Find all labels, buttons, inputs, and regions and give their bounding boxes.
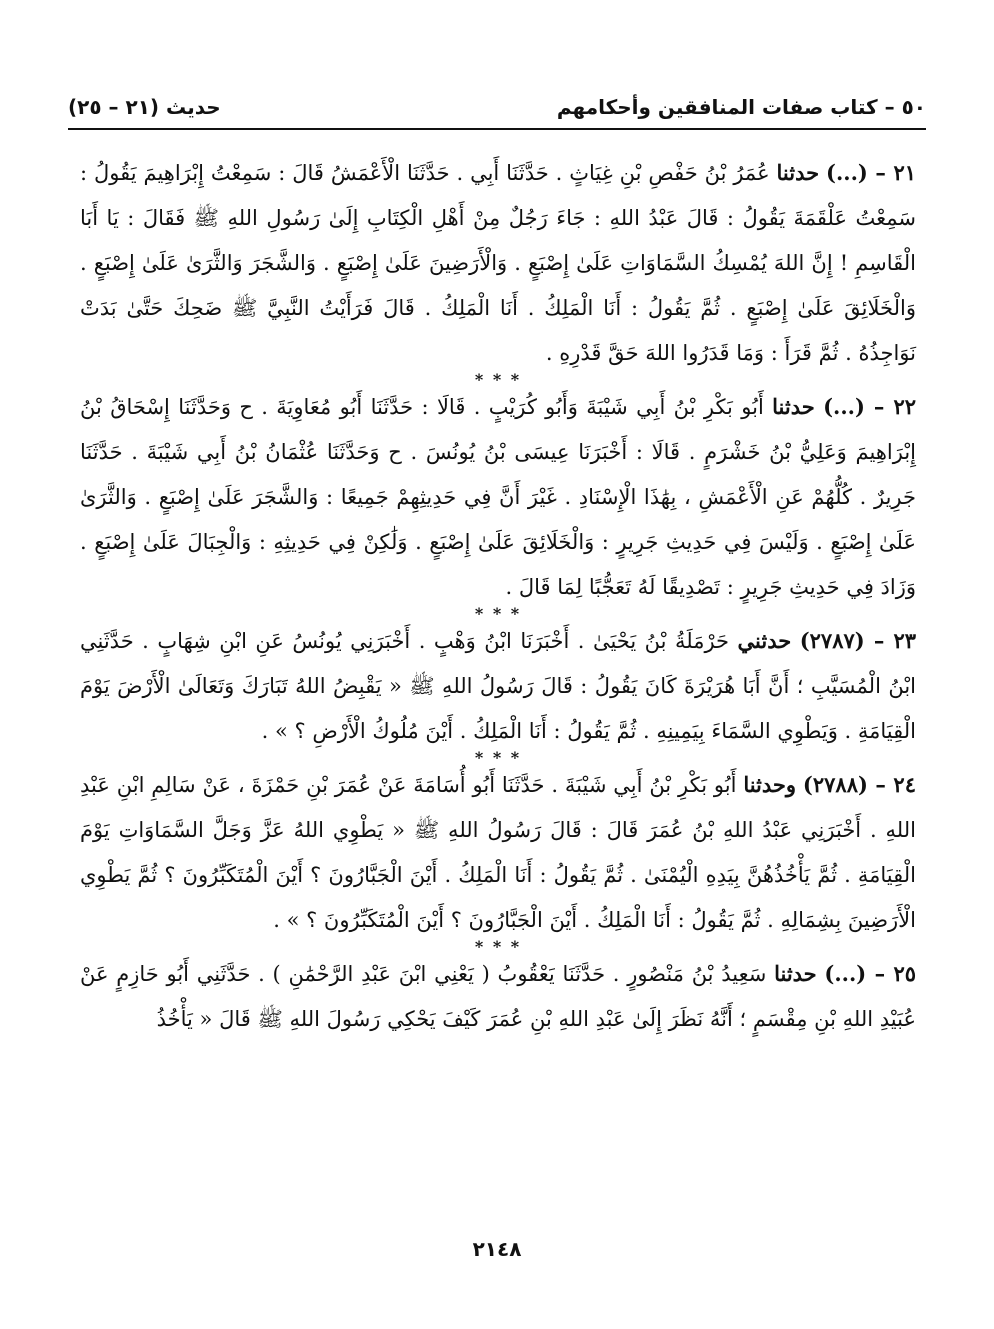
hadith-21 (80, 150, 916, 376)
hadith-25 (80, 951, 916, 1042)
running-header (68, 90, 926, 124)
hadith-body: أَبُو بَكْرِ بْنُ أَبِي شَيْبَةَ وَأَبُو كُرَيْبٍ . قَالَا : حَدَّثَنَا أَبُو مُعَاوِيَةَ . ح وَحَدَّثَنَا إِسْحَاقُ بْنُ إِبْرَاهِيمَ وَعَلِيُّ بْنُ خَشْرَمٍ . قَالَا : أَخْبَرَنَا عِيسَى بْنُ يُونُسَ . ح وَحَدَّثَنَا عُثْمَانُ بْنُ أَبِي شَيْبَةَ . حَدَّثَنَا جَرِيرٌ . كُلُّهُمْ عَنِ الْأَعْمَشِ ، بِهَٰذَا الْإِسْنَادِ . غَيْرَ أَنَّ فِي حَدِيثِهِمْ جَمِيعًا : وَالشَّجَرَ عَلَىٰ إِصْبَعٍ . وَالثَّرَىٰ عَلَىٰ إِصْبَعٍ . وَلَيْسَ فِي حَدِيثِ جَرِيرٍ : وَالْخَلَائِقَ عَلَىٰ إِصْبَعٍ . وَلَٰكِنْ فِي حَدِيثِهِ : وَالْجِبَالَ عَلَىٰ إِصْبَعٍ . وَزَادَ فِي حَدِيثِ جَرِيرٍ : تَصْدِيقًا لَهُ تَعَجُّبًا لِمَا قَالَ . (80, 395, 916, 599)
hadith-number: ٢٣ – (٢٧٨٧) (799, 628, 916, 653)
header-rule (68, 128, 926, 130)
hadith-22 (80, 384, 916, 610)
hadith-text-body (80, 150, 916, 1042)
narration-intro: حدثنا (772, 394, 815, 419)
narration-intro: حدثني (737, 628, 792, 653)
hadith-body: عُمَرُ بْنُ حَفْصِ بْنِ غِيَاثٍ . حَدَّثَنَا أَبِي . حَدَّثَنَا الْأَعْمَشُ قَالَ : سَمِعْتُ إِبْرَاهِيمَ يَقُولُ : سَمِعْتُ عَلْقَمَةَ يَقُولُ : قَالَ عَبْدُ اللهِ : جَاءَ رَجُلٌ مِنْ أَهْلِ الْكِتَابِ إِلَىٰ رَسُولِ اللهِ ﷺ فَقَالَ : يَا أَبَا الْقَاسِمِ ! إِنَّ اللهَ يُمْسِكُ السَّمَاوَاتِ عَلَىٰ إِصْبَعٍ . وَالْأَرَضِينَ عَلَىٰ إِصْبَعٍ . وَالشَّجَرَ وَالثَّرَىٰ عَلَىٰ إِصْبَعٍ . وَالْخَلَائِقَ عَلَىٰ إِصْبَعٍ . ثُمَّ يَقُولُ : أَنَا الْمَلِكُ . أَنَا الْمَلِكُ . قَالَ فَرَأَيْتُ النَّبِيَّ ﷺ ضَحِكَ حَتَّىٰ بَدَتْ نَوَاجِذُهُ . ثُمَّ قَرَأَ : وَمَا قَدَرُوا اللهَ حَقَّ قَدْرِهِ . (80, 161, 916, 365)
hadith-24 (80, 762, 916, 943)
hadith-23 (80, 618, 916, 754)
page-number: ٢١٤٨ (472, 1237, 522, 1261)
narration-intro: حدثنا (774, 961, 817, 986)
narration-intro: حدثنا (776, 160, 820, 185)
separator: * * * (474, 370, 522, 389)
chapter-title: ٥٠ – كتاب صفات المنافقين وأحكامهم (556, 95, 926, 119)
hadith-number: ٢٥ – (...) (824, 961, 916, 986)
hadith-body: حَرْمَلَةُ بْنُ يَحْيَىٰ . أَخْبَرَنَا ابْنُ وَهْبٍ . أَخْبَرَنِي يُونُسُ عَنِ ابْنِ شِهَابٍ . حَدَّثَنِي ابْنُ الْمُسَيَّبِ ؛ أَنَّ أَبَا هُرَيْرَةَ كَانَ يَقُولُ : قَالَ رَسُولُ اللهِ ﷺ « يَقْبِضُ اللهُ تَبَارَكَ وَتَعَالَىٰ الْأَرْضَ يَوْمَ الْقِيَامَةِ . وَيَطْوِي السَّمَاءَ بِيَمِينِهِ . ثُمَّ يَقُولُ : أَنَا الْمَلِكُ . أَيْنَ مُلُوكُ الْأَرْضِ ؟ » . (80, 629, 916, 743)
hadith-number: ٢١ – (...) (826, 160, 916, 185)
separator: * * * (474, 937, 522, 956)
hadith-number: ٢٢ – (...) (823, 394, 916, 419)
narration-intro: وحدثنا (743, 772, 797, 797)
hadith-body: سَعِيدُ بْنُ مَنْصُورٍ . حَدَّثَنَا يَعْقُوبُ ( يَعْنِي ابْنَ عَبْدِ الرَّحْمَٰنِ ) . حَدَّثَنِي أَبُو حَازِمٍ عَنْ عُبَيْدِ اللهِ بْنِ مِقْسَمٍ ؛ أَنَّهُ نَظَرَ إِلَىٰ عَبْدِ اللهِ بْنِ عُمَرَ كَيْفَ يَحْكِي رَسُولَ اللهِ ﷺ قَالَ « يَأْخُذُ (80, 962, 916, 1031)
separator: * * * (474, 604, 522, 623)
hadith-body: أَبُو بَكْرِ بْنُ أَبِي شَيْبَةَ . حَدَّثَنَا أَبُو أُسَامَةَ عَنْ عُمَرَ بْنِ حَمْزَةَ ، عَنْ سَالِمِ ابْنِ عَبْدِ اللهِ . أَخْبَرَنِي عَبْدُ اللهِ بْنُ عُمَرَ قَالَ : قَالَ رَسُولُ اللهِ ﷺ « يَطْوِي اللهُ عَزَّ وَجَلَّ السَّمَاوَاتِ يَوْمَ الْقِيَامَةِ . ثُمَّ يَأْخُذُهُنَّ بِيَدِهِ الْيُمْنَىٰ . ثُمَّ يَقُولُ : أَنَا الْمَلِكُ . أَيْنَ الْجَبَّارُونَ ؟ أَيْنَ الْمُتَكَبِّرُونَ ؟ ثُمَّ يَطْوِي الْأَرَضِينَ بِشِمَالِهِ . ثُمَّ يَقُولُ : أَنَا الْمَلِكُ . أَيْنَ الْجَبَّارُونَ ؟ أَيْنَ الْمُتَكَبِّرُونَ ؟ » . (80, 773, 916, 932)
separator: * * * (474, 748, 522, 767)
hadith-range: حديث (٢١ – ٢٥) (68, 95, 221, 119)
hadith-number: ٢٤ – (٢٧٨٨) (802, 772, 916, 797)
